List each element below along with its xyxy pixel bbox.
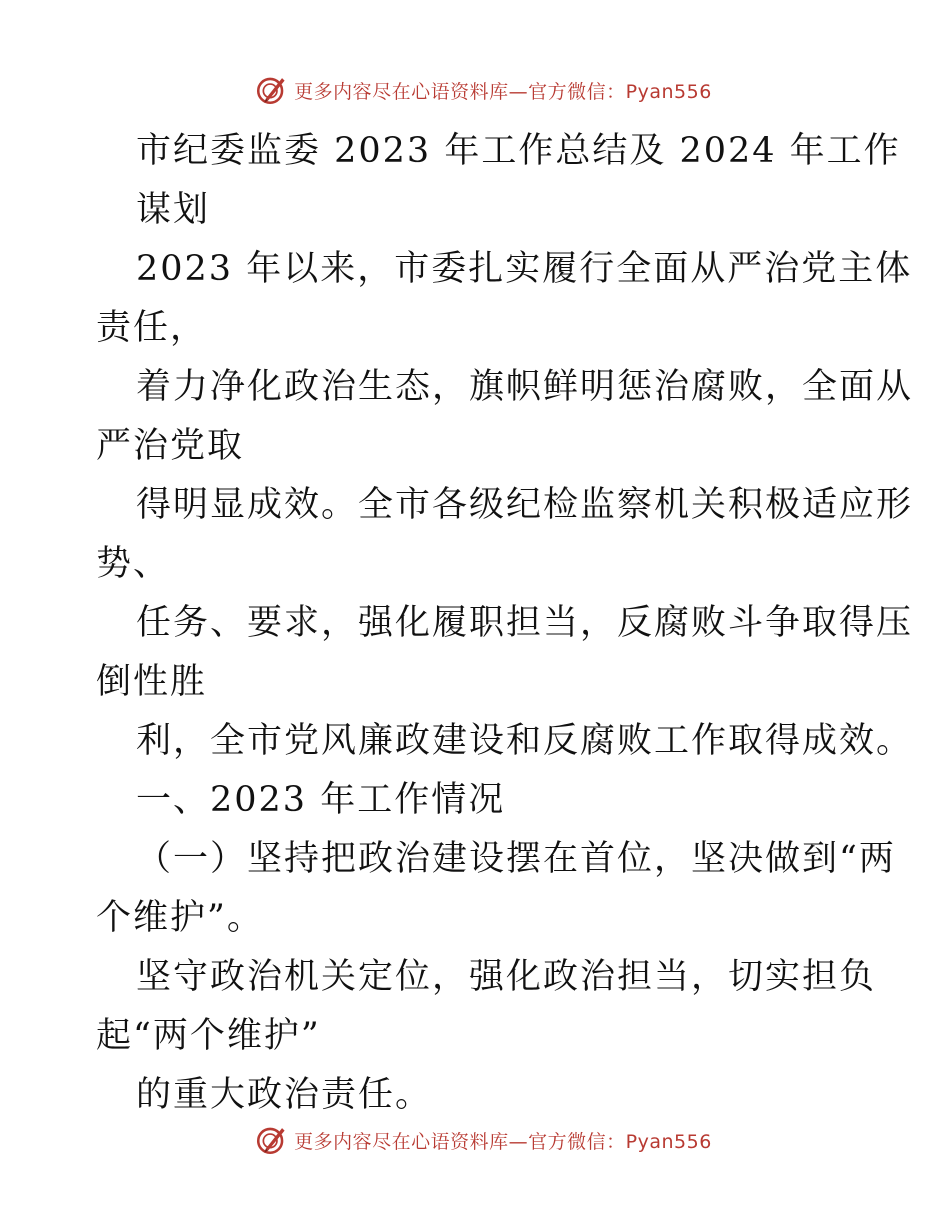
watermark-text: 更多内容尽在心语资料库—官方微信：Pyan556 bbox=[294, 1130, 712, 1153]
pen-logo-icon bbox=[254, 73, 288, 107]
text-line: 市纪委监委 2023 年工作总结及 2024 年工作 bbox=[136, 131, 901, 171]
header-watermark bbox=[0, 70, 950, 110]
document-body bbox=[96, 122, 914, 1125]
text-line: 着力净化政治生态，旗帜鲜明惩治腐败，全面从 bbox=[136, 367, 914, 407]
text-line: 任务、要求，强化履职担当，反腐败斗争取得压 bbox=[136, 603, 914, 643]
text-line: 个维护”。 bbox=[96, 898, 264, 938]
text-line: 谋划 bbox=[136, 190, 211, 230]
text-line: 一、2023 年工作情况 bbox=[136, 780, 506, 820]
footer-watermark bbox=[0, 1120, 950, 1160]
text-line: 起“两个维护” bbox=[96, 1016, 321, 1056]
text-line: 倒性胜 bbox=[96, 662, 208, 702]
watermark-group bbox=[254, 73, 712, 107]
text-line: 坚守政治机关定位，强化政治担当，切实担负 bbox=[136, 957, 877, 997]
watermark-text: 更多内容尽在心语资料库—官方微信：Pyan556 bbox=[294, 80, 712, 103]
text-line: 2023 年以来，市委扎实履行全面从严治党主体 bbox=[136, 249, 913, 289]
text-line: （一）坚持把政治建设摆在首位，坚决做到“两 bbox=[136, 839, 896, 879]
text-line: 势、 bbox=[96, 544, 171, 584]
text-line: 严治党取 bbox=[96, 426, 245, 466]
pen-logo-icon bbox=[254, 1123, 288, 1157]
text-line: 利，全市党风廉政建设和反腐败工作取得成效。 bbox=[136, 721, 914, 761]
text-line: 的重大政治责任。 bbox=[136, 1075, 433, 1115]
watermark-group bbox=[254, 1123, 712, 1157]
text-line: 得明显成效。全市各级纪检监察机关积极适应形 bbox=[136, 485, 914, 525]
text-line: 责任， bbox=[96, 308, 208, 348]
